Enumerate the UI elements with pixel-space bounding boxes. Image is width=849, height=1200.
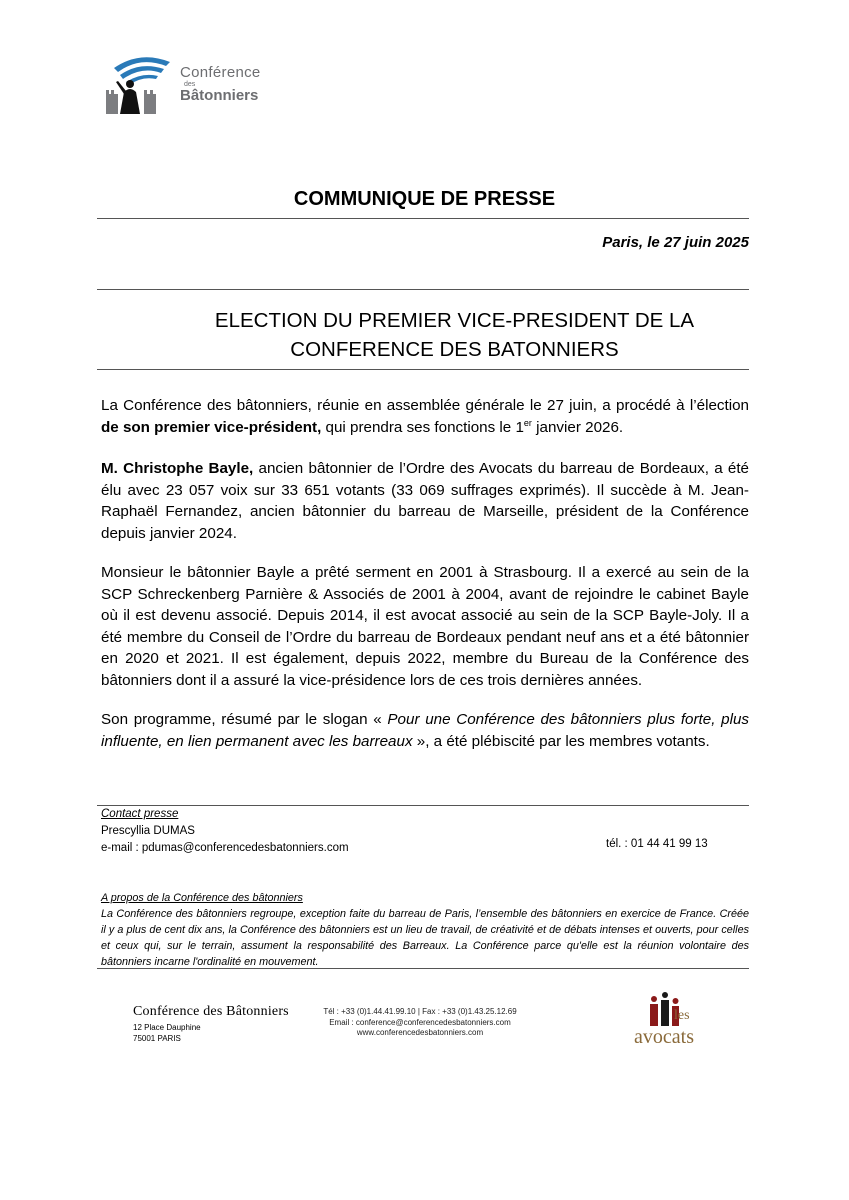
footer-org-name: Conférence des Bâtonniers xyxy=(133,1004,289,1019)
paragraph-4 xyxy=(101,709,749,752)
headline-divider xyxy=(97,369,749,370)
paragraph-2 xyxy=(101,458,749,544)
footer-email[interactable]: Email : conference@conferencedesbatonniers.com xyxy=(329,1017,511,1027)
about-block xyxy=(101,890,749,970)
headline-line1: ELECTION DU PREMIER VICE-PRESIDENT DE LA xyxy=(214,309,695,332)
p3-text: Monsieur le bâtonnier Bayle a prêté serment en 2001 à Strasbourg. Il a exercé au sein de la SCP Schreckenberg Parnière & Associés de 2001 à 2004, avant de rejoindre le cabinet Bayle où il est devenu associé. Depuis 2014, il est avocat associé au sein de la SCP Bayle-Joly. Il a été membre du Conseil de l’Ordre du barreau de Bordeaux pendant neuf ans et a été bâtonnier en 2020 et 2021. Il est également, depuis 2022, membre du Bureau de la Conférence des bâtonniers dont il a assuré la vice-présidence lors de ces trois dernières années. xyxy=(101,564,749,689)
footer-address-line1: 12 Place Dauphine xyxy=(133,1023,201,1032)
p1-bold: de son premier vice-président, xyxy=(101,418,322,436)
logo-text-line2: des xyxy=(184,81,196,88)
contact-block xyxy=(101,806,349,857)
page-title: COMMUNIQUE DE PRESSE xyxy=(293,188,556,210)
about-heading: A propos de la Conférence des bâtonniers xyxy=(101,892,303,904)
avocats-les: les xyxy=(674,1008,690,1023)
footer-phone: Tél : +33 (0)1.44.41.99.10 | Fax : +33 (0)1.43.25.12.69 xyxy=(323,1007,517,1016)
about-divider xyxy=(97,968,749,969)
logo-text-line3: Bâtonniers xyxy=(180,87,259,104)
footer-contact xyxy=(300,1007,540,1039)
contact-email[interactable]: e-mail : pdumas@conferencedesbatonniers.com xyxy=(101,842,349,854)
p2-text: ancien bâtonnier de l’Ordre des Avocats du barreau de Bordeaux, a été élu avec 23 057 voix sur 33 651 votants (33 069 suffrages exprimés). Il succède à M. Jean-Raphaël Fernandez, ancien bâtonnier du barreau de Marseille, président de la Conférence depuis janvier 2024. xyxy=(101,460,750,542)
about-text: La Conférence des bâtonniers regroupe, exception faite du barreau de Paris, l’ensemble des bâtonniers en exercice de France. Créée il y a plus de cent dix ans, la Conférence des bâtonniers est un lieu de travail, de créativité et de débats intenses et ouverts, pour celles et ceux qui, sur le terrain, assument la responsabilité des Barreaux. La Conférence parce qu'elle est la réunion volontaire des bâtonniers incarne l'ordinalité en mouvement. xyxy=(101,908,749,968)
date-divider xyxy=(97,289,749,290)
p4-text-a: Son programme, résumé par le slogan « xyxy=(101,711,388,728)
avocats-word: avocats xyxy=(634,1026,694,1048)
headline xyxy=(160,306,749,364)
p1-sup: er xyxy=(523,417,532,428)
contact-phone: tél. : 01 44 41 99 13 xyxy=(606,838,708,850)
paragraph-1 xyxy=(101,395,749,438)
p1-text-a: La Conférence des bâtonniers, réunie en assemblée générale le 27 juin, a procédé à l’élection xyxy=(101,397,749,414)
paragraph-3 xyxy=(101,562,749,691)
footer-organization xyxy=(133,1004,289,1044)
p1-text-c: qui prendra ses fonctions le 1 xyxy=(321,418,524,436)
p4-text-c: », a été plébiscité par les membres votants. xyxy=(412,732,710,750)
press-date: Paris, le 27 juin 2025 xyxy=(602,234,749,251)
p4-slogan: Pour une Conférence des bâtonniers plus forte, plus influente, en lien permanent avec les barreaux xyxy=(101,711,750,750)
footer-address-line2: 75001 PARIS xyxy=(133,1034,181,1043)
p1-text-d: janvier 2026. xyxy=(531,418,624,436)
contact-heading: Contact presse xyxy=(101,808,179,820)
conference-logo xyxy=(100,48,275,123)
contact-name: Prescyllia DUMAS xyxy=(101,825,195,837)
headline-line2: CONFERENCE DES BATONNIERS xyxy=(290,338,619,361)
logo-emblem-icon xyxy=(100,48,180,120)
footer-website[interactable]: www.conferencedesbatonniers.com xyxy=(356,1028,484,1037)
p2-bold: M. Christophe Bayle, xyxy=(101,460,254,477)
title-divider xyxy=(97,218,749,219)
les-avocats-logo xyxy=(632,988,712,1056)
logo-text-line1: Conférence xyxy=(180,64,261,81)
